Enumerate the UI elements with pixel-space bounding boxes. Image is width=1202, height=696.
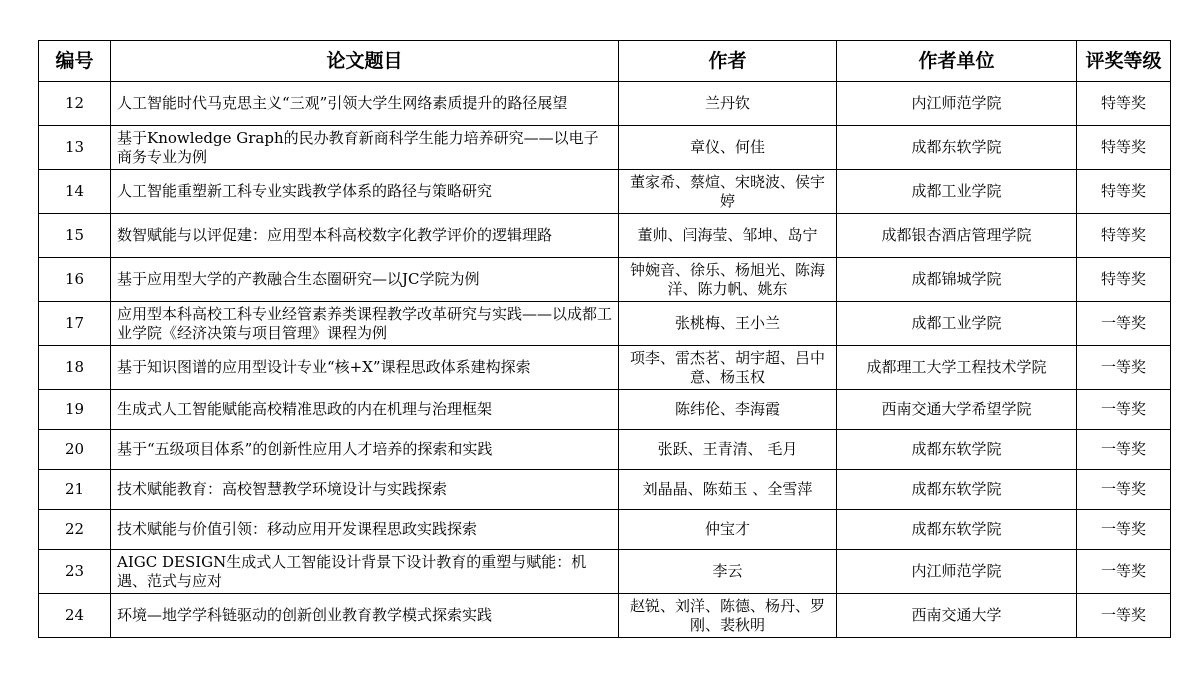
row-number: 16 (39, 258, 111, 302)
table-row (39, 346, 1171, 390)
author-unit: 内江师范学院 (837, 550, 1077, 594)
author-unit: 成都东软学院 (837, 126, 1077, 170)
paper-authors: 张跃、王青清、 毛月 (619, 430, 837, 470)
paper-authors: 李云 (619, 550, 837, 594)
table-row (39, 430, 1171, 470)
paper-title: 基于知识图谱的应用型设计专业“核+X”课程思政体系建构探索 (111, 346, 619, 390)
row-number: 17 (39, 302, 111, 346)
author-unit: 西南交通大学希望学院 (837, 390, 1077, 430)
award-level: 特等奖 (1077, 170, 1171, 214)
award-level: 一等奖 (1077, 430, 1171, 470)
row-number: 19 (39, 390, 111, 430)
row-number: 18 (39, 346, 111, 390)
paper-title: 基于应用型大学的产教融合生态圈研究—以JC学院为例 (111, 258, 619, 302)
paper-title: 基于Knowledge Graph的民办教育新商科学生能力培养研究——以电子商务专业为例 (111, 126, 619, 170)
award-level: 特等奖 (1077, 258, 1171, 302)
header-unit: 作者单位 (837, 41, 1077, 82)
table-row (39, 258, 1171, 302)
author-unit: 成都东软学院 (837, 430, 1077, 470)
row-number: 14 (39, 170, 111, 214)
header-award: 评奖等级 (1077, 41, 1171, 82)
row-number: 20 (39, 430, 111, 470)
paper-authors: 董帅、闫海莹、邹坤、岛宁 (619, 214, 837, 258)
paper-authors: 项李、雷杰茗、胡宇超、吕中意、杨玉权 (619, 346, 837, 390)
paper-authors: 兰丹钦 (619, 82, 837, 126)
table-row (39, 594, 1171, 638)
paper-title: 人工智能时代马克思主义“三观”引领大学生网络素质提升的路径展望 (111, 82, 619, 126)
header-title: 论文题目 (111, 41, 619, 82)
row-number: 15 (39, 214, 111, 258)
paper-authors: 仲宝才 (619, 510, 837, 550)
row-number: 24 (39, 594, 111, 638)
paper-title: 生成式人工智能赋能高校精准思政的内在机理与治理框架 (111, 390, 619, 430)
paper-title: 环境—地学学科链驱动的创新创业教育教学模式探索实践 (111, 594, 619, 638)
paper-title: 基于“五级项目体系”的创新性应用人才培养的探索和实践 (111, 430, 619, 470)
award-table (38, 40, 1171, 638)
author-unit: 成都东软学院 (837, 510, 1077, 550)
paper-authors: 张桃梅、王小兰 (619, 302, 837, 346)
author-unit: 成都理工大学工程技术学院 (837, 346, 1077, 390)
row-number: 12 (39, 82, 111, 126)
row-number: 23 (39, 550, 111, 594)
table-row (39, 82, 1171, 126)
author-unit: 内江师范学院 (837, 82, 1077, 126)
table-row (39, 302, 1171, 346)
award-level: 特等奖 (1077, 126, 1171, 170)
award-level: 一等奖 (1077, 470, 1171, 510)
paper-authors: 章仪、何佳 (619, 126, 837, 170)
paper-title: 应用型本科高校工科专业经管素养类课程教学改革研究与实践——以成都工业学院《经济决策与项目管理》课程为例 (111, 302, 619, 346)
header-number: 编号 (39, 41, 111, 82)
paper-title: AIGC DESIGN生成式人工智能设计背景下设计教育的重塑与赋能：机遇、范式与应对 (111, 550, 619, 594)
row-number: 21 (39, 470, 111, 510)
table-row (39, 510, 1171, 550)
paper-authors: 钟婉音、徐乐、杨旭光、陈海洋、陈力帆、姚东 (619, 258, 837, 302)
award-level: 一等奖 (1077, 594, 1171, 638)
author-unit: 西南交通大学 (837, 594, 1077, 638)
author-unit: 成都东软学院 (837, 470, 1077, 510)
table-row (39, 170, 1171, 214)
paper-authors: 刘晶晶、陈茹玉 、全雪萍 (619, 470, 837, 510)
row-number: 13 (39, 126, 111, 170)
award-level: 一等奖 (1077, 302, 1171, 346)
award-level: 特等奖 (1077, 82, 1171, 126)
table-row (39, 470, 1171, 510)
table-row (39, 214, 1171, 258)
paper-authors: 董家希、蔡煊、宋晓波、侯宇婷 (619, 170, 837, 214)
author-unit: 成都银杏酒店管理学院 (837, 214, 1077, 258)
table-header-row (39, 41, 1171, 82)
award-level: 一等奖 (1077, 550, 1171, 594)
paper-title: 人工智能重塑新工科专业实践教学体系的路径与策略研究 (111, 170, 619, 214)
author-unit: 成都锦城学院 (837, 258, 1077, 302)
table-row (39, 390, 1171, 430)
paper-title: 数智赋能与以评促建：应用型本科高校数字化教学评价的逻辑理路 (111, 214, 619, 258)
paper-authors: 陈纬伦、李海霞 (619, 390, 837, 430)
award-list-page (38, 40, 1170, 638)
table-row (39, 126, 1171, 170)
paper-authors: 赵锐、刘洋、陈德、杨丹、罗刚、裴秋明 (619, 594, 837, 638)
award-level: 特等奖 (1077, 214, 1171, 258)
author-unit: 成都工业学院 (837, 170, 1077, 214)
author-unit: 成都工业学院 (837, 302, 1077, 346)
award-level: 一等奖 (1077, 346, 1171, 390)
award-level: 一等奖 (1077, 390, 1171, 430)
paper-title: 技术赋能与价值引领：移动应用开发课程思政实践探索 (111, 510, 619, 550)
paper-title: 技术赋能教育：高校智慧教学环境设计与实践探索 (111, 470, 619, 510)
award-level: 一等奖 (1077, 510, 1171, 550)
table-row (39, 550, 1171, 594)
row-number: 22 (39, 510, 111, 550)
header-authors: 作者 (619, 41, 837, 82)
